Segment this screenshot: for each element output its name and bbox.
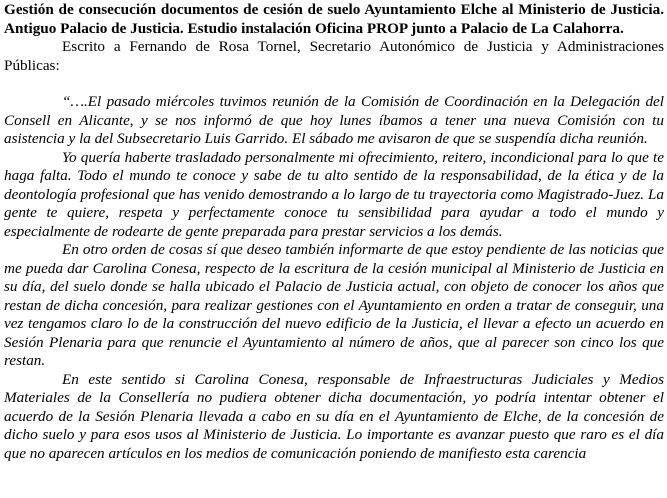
quote-paragraph: En este sentido si Carolina Conesa, responsable de Infraestructuras Judiciales y Medios Materiales de la Consellería no pudiera obtener dicha documentación, yo podría intentar obtener el acuerdo de la Sesión Plenaria llevada a cabo en su día en el Ayuntamiento de Elche, de la concesión de dicho suelo y para esos usos al Ministerio de Justicia. Lo importante es avanzar puesto que raro es el día que no aparecen artículos en los medios de comunicación poniendo de manifiesto esta carencia	[4, 370, 664, 462]
quote-paragraph: Yo quería haberte trasladado personalmente mi ofrecimiento, reitero, incondicional para lo que te haga falta. Todo el mundo te conoce y sabe de tu alto sentido de la responsabilidad, de la ética y de la deontología profesional que has venido demostrando a lo largo de tu trayectoria como Magistrado-Juez. La gente te quiere, respeta y perfectamente conoce tu sensibilidad para ayudar a todo el mundo y especialmente de rodearte de gente preparada para prestar servicios a los demás.	[4, 148, 664, 240]
quote-paragraph: “….El pasado miércoles tuvimos reunión de la Comisión de Coordinación en la Delegación del Consell en Alicante, y se nos informó de que hoy lunes íbamos a tener una nueva Comisión con tu asistencia y la del Subsecretario Luis Garrido. El sábado me avisaron de que se suspendía dicha reunión.	[4, 93, 664, 147]
document-page	[4, 0, 664, 463]
quote-paragraph: En otro orden de cosas sí que deseo también informarte de que estoy pendiente de las noticias que me pueda dar Carolina Conesa, respecto de la escritura de la cesión municipal al Ministerio de Justicia en su día, del suelo donde se halla ubicado el Palacio de Justicia actual, con objeto de conocer los años que restan de dicha concesión, para realizar gestiones con el Ayuntamiento en orden a tratar de conseguir, una vez tengamos claro lo de la construcción del nuevo edificio de la Justicia, el llevar a efecto un acuerdo en Sesión Plenaria para que renuncie el Ayuntamiento al número de años, que al parecer son cinco los que restan.	[4, 241, 664, 369]
document-title: Gestión de consecución documentos de cesión de suelo Ayuntamiento Elche al Ministerio de Justicia. Antiguo Palacio de Justicia. Estudio instalación Oficina PROP junto a Palacio de La Calahorra.	[4, 1, 664, 37]
intro-paragraph: Escrito a Fernando de Rosa Tornel, Secretario Autonómico de Justicia y Administraciones Públicas:	[4, 38, 664, 74]
